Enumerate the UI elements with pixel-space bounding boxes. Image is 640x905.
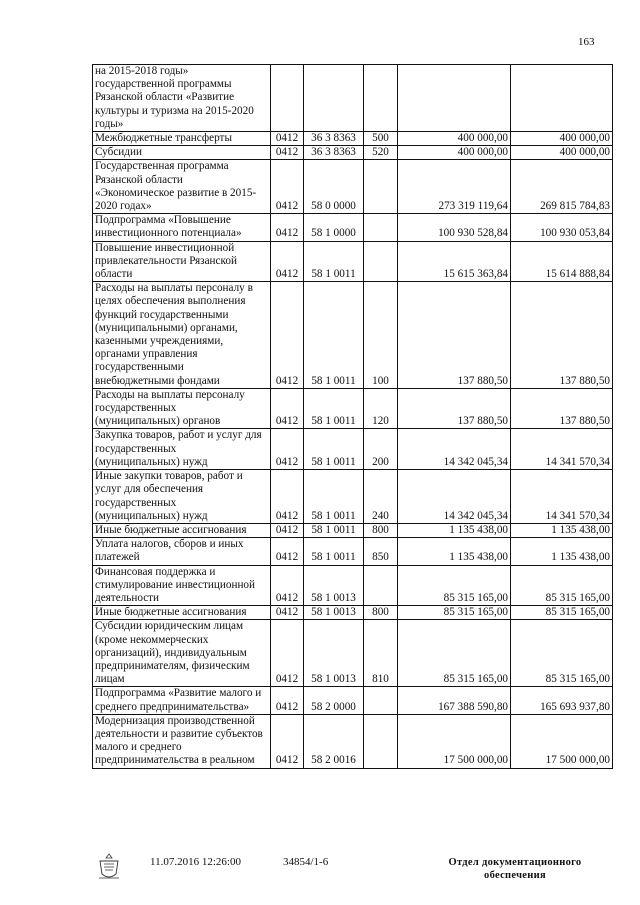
type-cell: 100: [364, 282, 398, 389]
table-row: [93, 132, 613, 146]
table-row: [93, 565, 613, 606]
footer-department-line1: Отдел документационного: [448, 857, 582, 868]
code-cell: [304, 65, 364, 132]
section-cell: 0412: [271, 132, 304, 146]
name-cell: [93, 470, 271, 524]
name-line: инвестиционного потенциала»: [95, 227, 242, 240]
name-line: Повышение инвестиционной: [95, 241, 235, 254]
type-cell: 800: [364, 606, 398, 620]
value-2015-cell: 400 000,00: [398, 132, 511, 146]
page-number: 163: [578, 36, 595, 48]
name-cell: [93, 146, 271, 160]
value-2016-cell: 17 500 000,00: [511, 714, 613, 768]
name-line: платежей: [95, 551, 140, 564]
table-row: [93, 429, 613, 470]
name-line: (муниципальных) нужд: [95, 509, 208, 522]
value-2016-cell: 137 880,50: [511, 388, 613, 429]
name-line: услуг для обеспечения: [95, 483, 204, 496]
name-cell: [93, 523, 271, 537]
code-cell: 58 0 0000: [304, 160, 364, 214]
value-2015-cell: 137 880,50: [398, 388, 511, 429]
value-2015-cell: 137 880,50: [398, 282, 511, 389]
table-row: [93, 620, 613, 687]
name-line: Субсидии юридическим лицам: [95, 620, 244, 633]
code-cell: 58 1 0013: [304, 606, 364, 620]
name-line: государственных: [95, 402, 177, 415]
value-2015-cell: 85 315 165,00: [398, 565, 511, 606]
name-line: лицам: [95, 673, 125, 686]
name-line: Финансовая поддержка и: [95, 565, 216, 578]
name-line: предпринимателям, физическим: [95, 659, 250, 672]
name-cell: [93, 714, 271, 768]
name-line: Закупка товаров, работ и услуг для: [95, 429, 262, 442]
table-row: [93, 714, 613, 768]
name-cell: [93, 388, 271, 429]
name-cell: [93, 538, 271, 565]
name-cell: [93, 65, 271, 132]
name-cell: [93, 429, 271, 470]
code-cell: 58 1 0011: [304, 282, 364, 389]
name-line: Уплата налогов, сборов и иных: [95, 538, 244, 551]
table-row: [93, 470, 613, 524]
type-cell: 810: [364, 620, 398, 687]
section-cell: 0412: [271, 146, 304, 160]
name-line: государственных: [95, 496, 177, 509]
name-cell: [93, 214, 271, 241]
table-row: [93, 65, 613, 132]
section-cell: 0412: [271, 565, 304, 606]
code-cell: 58 1 0011: [304, 538, 364, 565]
name-line: Межбюджетные трансферты: [95, 132, 232, 145]
type-cell: [364, 714, 398, 768]
name-line: государственных: [95, 442, 177, 455]
value-2016-cell: 85 315 165,00: [511, 620, 613, 687]
name-line: Государственная программа: [95, 160, 229, 173]
section-cell: 0412: [271, 429, 304, 470]
name-line: малого и среднего: [95, 741, 182, 754]
section-cell: 0412: [271, 470, 304, 524]
code-cell: 58 1 0011: [304, 470, 364, 524]
type-cell: [364, 214, 398, 241]
budget-table-body: [93, 65, 613, 769]
name-cell: [93, 241, 271, 282]
value-2016-cell: 137 880,50: [511, 282, 613, 389]
value-2016-cell: 14 341 570,34: [511, 470, 613, 524]
section-cell: 0412: [271, 160, 304, 214]
name-line: Иные закупки товаров, работ и: [95, 470, 243, 483]
name-line: среднего предпринимательства»: [95, 700, 250, 713]
name-line: органами управления: [95, 348, 198, 361]
type-cell: [364, 565, 398, 606]
section-cell: 0412: [271, 388, 304, 429]
budget-table: [92, 64, 613, 769]
name-line: деятельности: [95, 591, 160, 604]
footer-doc-number: 34854/1-6: [283, 856, 329, 868]
value-2016-cell: 15 614 888,84: [511, 241, 613, 282]
section-cell: 0412: [271, 241, 304, 282]
name-line: (муниципальных) органов: [95, 415, 221, 428]
name-line: государственными: [95, 361, 184, 374]
name-line: области: [95, 268, 133, 281]
section-cell: 0412: [271, 214, 304, 241]
table-row: [93, 241, 613, 282]
footer-datetime: 11.07.2016 12:26:00: [150, 856, 241, 868]
value-2016-cell: [511, 65, 613, 132]
name-line: на 2015-2018 годы»: [95, 65, 189, 77]
name-line: организаций), индивидуальным: [95, 646, 247, 659]
value-2015-cell: 14 342 045,34: [398, 429, 511, 470]
section-cell: 0412: [271, 538, 304, 565]
value-2015-cell: 14 342 045,34: [398, 470, 511, 524]
name-cell: [93, 160, 271, 214]
code-cell: 58 2 0000: [304, 687, 364, 714]
table-row: [93, 214, 613, 241]
value-2015-cell: 85 315 165,00: [398, 620, 511, 687]
name-line: 2020 годах»: [95, 200, 152, 213]
name-line: Модернизация производственной: [95, 714, 255, 727]
type-cell: 520: [364, 146, 398, 160]
name-cell: [93, 565, 271, 606]
name-cell: [93, 687, 271, 714]
name-line: деятельности и развитие субъектов: [95, 727, 263, 740]
name-line: Расходы на выплаты персоналу: [95, 388, 245, 401]
section-cell: 0412: [271, 523, 304, 537]
name-line: (муниципальными) органами,: [95, 321, 238, 334]
code-cell: 58 1 0000: [304, 214, 364, 241]
code-cell: 36 3 8363: [304, 146, 364, 160]
name-line: Подпрограмма «Повышение: [95, 214, 231, 227]
value-2016-cell: 400 000,00: [511, 146, 613, 160]
name-line: стимулирование инвестиционной: [95, 578, 256, 591]
value-2015-cell: 17 500 000,00: [398, 714, 511, 768]
footer-department-line2: обеспечения: [484, 870, 546, 881]
name-line: Иные бюджетные ассигнования: [95, 606, 247, 619]
name-line: Иные бюджетные ассигнования: [95, 523, 247, 536]
value-2015-cell: 85 315 165,00: [398, 606, 511, 620]
name-line: целях обеспечения выполнения: [95, 295, 246, 308]
value-2015-cell: 400 000,00: [398, 146, 511, 160]
code-cell: 58 1 0013: [304, 565, 364, 606]
table-row: [93, 282, 613, 389]
type-cell: [364, 241, 398, 282]
value-2016-cell: 85 315 165,00: [511, 606, 613, 620]
type-cell: 200: [364, 429, 398, 470]
table-row: [93, 523, 613, 537]
name-cell: [93, 620, 271, 687]
name-cell: [93, 606, 271, 620]
value-2015-cell: 1 135 438,00: [398, 538, 511, 565]
name-line: предпринимательства в реальном: [95, 754, 255, 767]
table-row: [93, 388, 613, 429]
value-2016-cell: 165 693 937,80: [511, 687, 613, 714]
name-line: Рязанской области «Развитие: [95, 91, 235, 104]
section-cell: 0412: [271, 687, 304, 714]
name-line: привлекательности Рязанской: [95, 254, 237, 267]
value-2015-cell: 100 930 528,84: [398, 214, 511, 241]
section-cell: 0412: [271, 606, 304, 620]
name-cell: [93, 282, 271, 389]
type-cell: 800: [364, 523, 398, 537]
table-row: [93, 606, 613, 620]
value-2016-cell: 14 341 570,34: [511, 429, 613, 470]
name-line: Расходы на выплаты персоналу в: [95, 282, 253, 295]
code-cell: 58 1 0011: [304, 523, 364, 537]
value-2016-cell: 400 000,00: [511, 132, 613, 146]
value-2016-cell: 85 315 165,00: [511, 565, 613, 606]
name-line: (муниципальных) нужд: [95, 455, 208, 468]
value-2015-cell: 15 615 363,84: [398, 241, 511, 282]
name-line: годы»: [95, 117, 124, 130]
value-2015-cell: 273 319 119,64: [398, 160, 511, 214]
name-line: Подпрограмма «Развитие малого и: [95, 687, 262, 700]
type-cell: [364, 160, 398, 214]
code-cell: 58 1 0011: [304, 388, 364, 429]
table-row: [93, 538, 613, 565]
footer-department: [440, 856, 590, 882]
value-2016-cell: 1 135 438,00: [511, 538, 613, 565]
value-2016-cell: 269 815 784,83: [511, 160, 613, 214]
type-cell: 120: [364, 388, 398, 429]
name-line: функций государственными: [95, 308, 229, 321]
name-line: внебюджетными фондами: [95, 374, 220, 387]
name-line: государственной программы: [95, 78, 232, 91]
name-line: Субсидии: [95, 146, 142, 159]
value-2015-cell: 1 135 438,00: [398, 523, 511, 537]
code-cell: 36 3 8363: [304, 132, 364, 146]
type-cell: [364, 687, 398, 714]
section-cell: 0412: [271, 714, 304, 768]
type-cell: 850: [364, 538, 398, 565]
name-line: казенными учреждениями,: [95, 335, 224, 348]
name-line: «Экономическое развитие в 2015-: [95, 186, 257, 199]
code-cell: 58 1 0013: [304, 620, 364, 687]
type-cell: 500: [364, 132, 398, 146]
code-cell: 58 2 0016: [304, 714, 364, 768]
section-cell: [271, 65, 304, 132]
name-line: Рязанской области: [95, 173, 183, 186]
type-cell: [364, 65, 398, 132]
name-line: культуры и туризма на 2015-2020: [95, 104, 254, 117]
table-row: [93, 146, 613, 160]
name-cell: [93, 132, 271, 146]
type-cell: 240: [364, 470, 398, 524]
value-2016-cell: 100 930 053,84: [511, 214, 613, 241]
table-row: [93, 160, 613, 214]
section-cell: 0412: [271, 282, 304, 389]
value-2015-cell: 167 388 590,80: [398, 687, 511, 714]
emblem-icon: [96, 852, 122, 882]
value-2015-cell: [398, 65, 511, 132]
table-row: [93, 687, 613, 714]
code-cell: 58 1 0011: [304, 241, 364, 282]
code-cell: 58 1 0011: [304, 429, 364, 470]
section-cell: 0412: [271, 620, 304, 687]
value-2016-cell: 1 135 438,00: [511, 523, 613, 537]
name-line: (кроме некоммерческих: [95, 633, 209, 646]
